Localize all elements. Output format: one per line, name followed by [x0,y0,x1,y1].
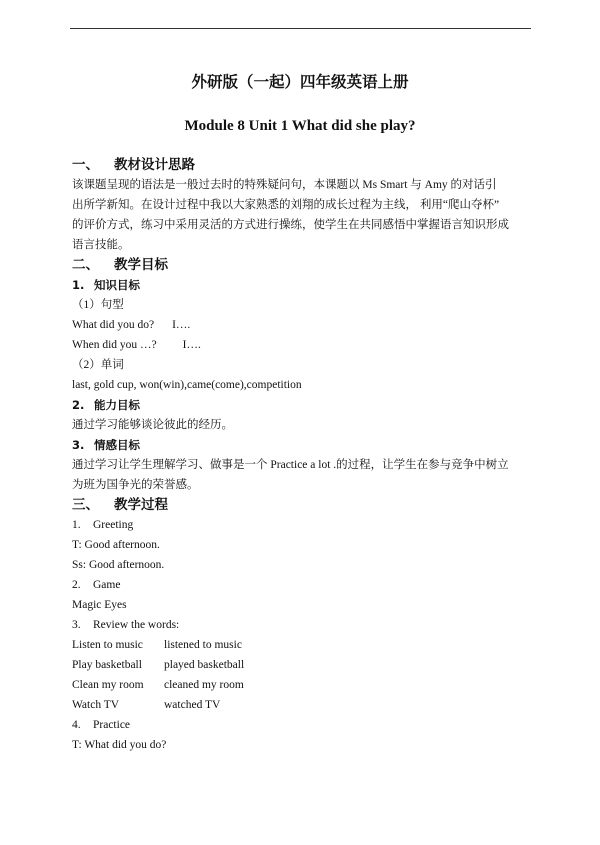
lesson-title: Module 8 Unit 1 What did she play? [184,118,416,134]
word-pair [72,695,532,715]
document-body [72,155,532,755]
section-heading-goals [72,255,532,275]
step-number: 4. [72,719,81,731]
section-heading-process [72,495,532,515]
goal-heading-emotion [72,435,532,455]
section-title: 教学过程 [114,497,168,513]
word-base: Clean my room [72,679,144,691]
emotion-paragraph [72,455,532,495]
vocabulary-label: （2）单词 [72,359,124,371]
paragraph-line: 该课题呈现的语法是一般过去时的特殊疑问句，本课题以 Ms Smart 与 Amy 的对话引 [72,179,497,191]
paragraph-line: 的评价方式，练习中采用灵活的方式进行操练，使学生在共同感悟中掌握语言知识形成 [72,219,509,231]
header-rule [70,28,531,29]
word-pair [72,655,532,675]
step-label: Practice [93,719,131,731]
dialogue-line: T: What did you do? [72,739,167,751]
word-past: watched TV [164,699,221,711]
goal-title: 情感目标 [94,438,140,452]
vocabulary-list: last, gold cup, won(win),came(come),competition [72,379,302,391]
goal-title: 能力目标 [94,398,140,412]
word-past: cleaned my room [164,679,244,691]
step-label: Greeting [93,519,134,531]
step-number: 3. [72,619,81,631]
word-base: Watch TV [72,699,120,711]
section-number: 二、 [72,257,99,273]
paragraph-line: 出所学新知。在设计过程中我以大家熟悉的刘翔的成长过程为主线， 利用“爬山夺杯” [72,199,500,211]
pattern-answer: I…. [182,339,201,351]
ability-text: 通过学习能够谈论彼此的经历。 [72,419,233,431]
goal-number: 3. [72,438,85,452]
pattern-question: When did you …? [72,339,157,351]
paragraph-line: 为班为国争光的荣誉感。 [72,479,199,491]
step-label: Game [93,579,121,591]
step-number: 2. [72,579,81,591]
section-title: 教学目标 [114,257,168,273]
step-game [72,575,532,595]
word-base: Play basketball [72,659,142,671]
section-heading-design [72,155,532,175]
word-pair [72,675,532,695]
dialogue-line: T: Good afternoon. [72,539,160,551]
section-number: 三、 [72,497,99,513]
goal-number: 1. [72,278,85,292]
design-paragraph [72,175,532,255]
goal-heading-ability [72,395,532,415]
section-number: 一、 [72,157,99,173]
dialogue-line: Ss: Good afternoon. [72,559,165,571]
pattern-answer: I…. [172,319,191,331]
step-practice [72,715,532,735]
step-greeting [72,515,532,535]
word-base: Listen to music [72,639,143,651]
paragraph-line: 语言技能。 [72,239,130,251]
word-past: played basketball [164,659,245,671]
document-title: 外研版（一起）四年级英语上册 [191,73,409,91]
step-review [72,615,532,635]
step-label: Review the words: [93,619,180,631]
section-title: 教材设计思路 [114,157,195,173]
word-pair [72,635,532,655]
pattern-question: What did you do? [72,319,155,331]
goal-number: 2. [72,398,85,412]
sentence-pattern-1 [72,315,532,335]
game-name: Magic Eyes [72,599,127,611]
sentence-pattern-2 [72,335,532,355]
goal-heading-knowledge [72,275,532,295]
goal-title: 知识目标 [94,278,140,292]
word-past: listened to music [164,639,242,651]
step-number: 1. [72,519,81,531]
paragraph-line: 通过学习让学生理解学习、做事是一个 Practice a lot .的过程，让学生在参与竞争中树立 [72,459,509,471]
sentence-pattern-label: （1）句型 [72,299,124,311]
